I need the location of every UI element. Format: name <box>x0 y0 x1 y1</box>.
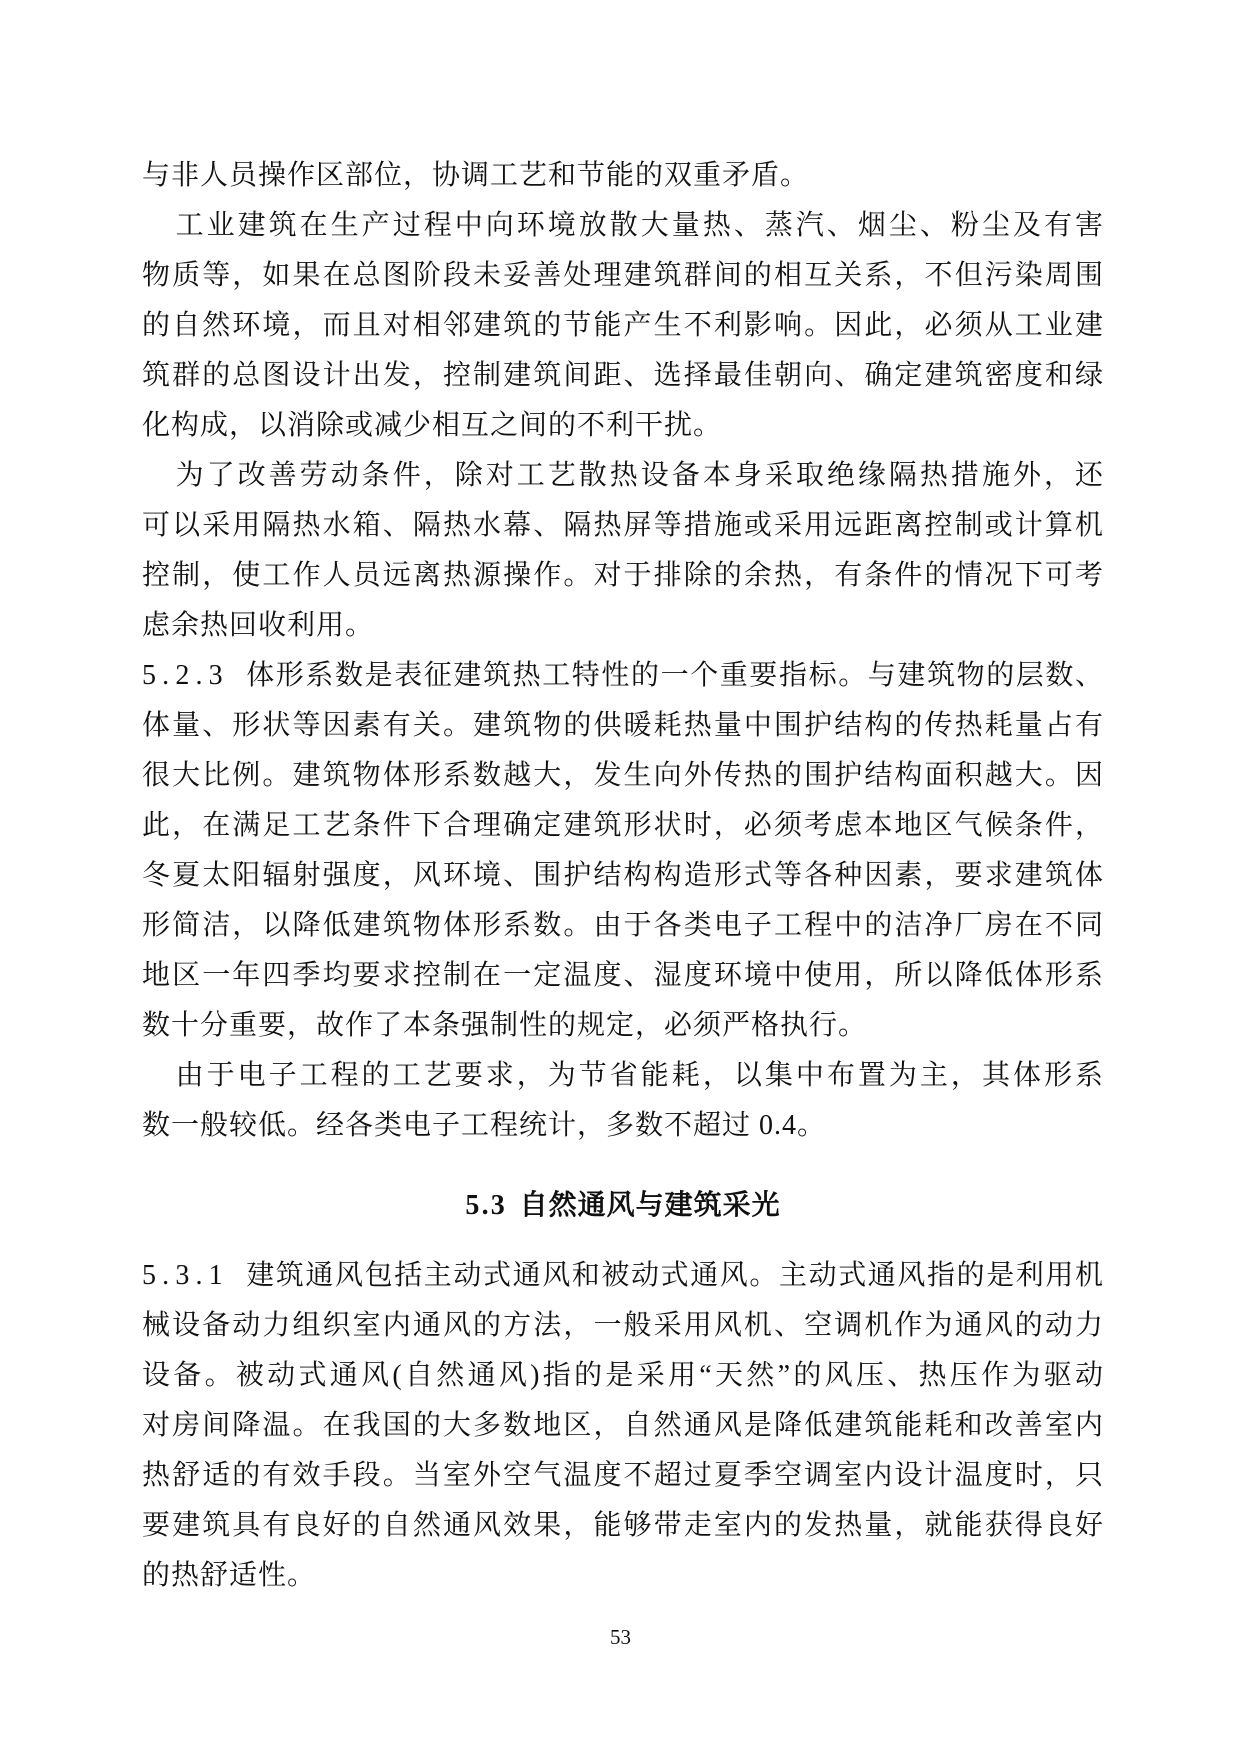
line-text: 化构成，以消除或减少相互之间的不利干扰。 <box>142 410 723 441</box>
clause-number: 5.2.3 <box>142 660 229 691</box>
text-line <box>142 301 1104 351</box>
text-line <box>142 1401 1104 1451</box>
line-text: 热舒适的有效手段。当室外空气温度不超过夏季空调室内设计温度时，只 <box>142 1460 1104 1491</box>
text-line <box>142 1351 1104 1401</box>
line-text: 虑余热回收利用。 <box>142 610 375 641</box>
line-text: 数十分重要，故作了本条强制性的规定，必须严格执行。 <box>142 1010 868 1041</box>
text-line <box>142 401 1104 451</box>
line-text: 控制，使工作人员远离热源操作。对于排除的余热，有条件的情况下可考 <box>142 560 1104 591</box>
line-text: 冬夏太阳辐射强度，风环境、围护结构构造形式等各种因素，要求建筑体 <box>142 860 1104 891</box>
page-number: 53 <box>610 1625 631 1649</box>
line-text: 与非人员操作区部位，协调工艺和节能的双重矛盾。 <box>142 160 810 191</box>
line-text: 为了改善劳动条件，除对工艺散热设备本身采取绝缘隔热措施外，还 <box>175 460 1104 491</box>
text-line <box>142 601 1104 651</box>
text-line <box>142 901 1104 951</box>
text-line <box>142 1101 1104 1151</box>
text-line <box>142 651 1104 701</box>
line-text: 由于电子工程的工艺要求，为节省能耗，以集中布置为主，其体形系 <box>175 1060 1104 1091</box>
line-text: 此，在满足工艺条件下合理确定建筑形状时，必须考虑本地区气候条件， <box>142 810 1104 841</box>
line-text: 体形系数是表征建筑热工特性的一个重要指标。与建筑物的层数、 <box>245 660 1104 691</box>
section-heading <box>142 1181 1104 1231</box>
line-text: 物质等，如果在总图阶段未妥善处理建筑群间的相互关系，不但污染周围 <box>142 260 1104 291</box>
text-block <box>142 151 1104 1601</box>
line-text: 工业建筑在生产过程中向环境放散大量热、蒸汽、烟尘、粉尘及有害 <box>175 210 1104 241</box>
text-line <box>142 951 1104 1001</box>
line-text: 很大比例。建筑物体形系数越大，发生向外传热的围护结构面积越大。因 <box>142 760 1104 791</box>
line-text: 建筑通风包括主动式通风和被动式通风。主动式通风指的是利用机 <box>245 1260 1104 1291</box>
text-line <box>142 201 1104 251</box>
text-line <box>142 251 1104 301</box>
clause-number: 5.3.1 <box>142 1260 229 1291</box>
line-text: 数一般较低。经各类电子工程统计，多数不超过 0.4。 <box>142 1110 827 1141</box>
text-line <box>142 151 1104 201</box>
text-line <box>142 801 1104 851</box>
text-line <box>142 1251 1104 1301</box>
text-line <box>142 751 1104 801</box>
text-line <box>142 701 1104 751</box>
line-text: 要建筑具有良好的自然通风效果，能够带走室内的发热量，就能获得良好 <box>142 1510 1104 1541</box>
text-line <box>142 851 1104 901</box>
text-line <box>142 1451 1104 1501</box>
line-text: 体量、形状等因素有关。建筑物的供暖耗热量中围护结构的传热耗量占有 <box>142 710 1104 741</box>
line-text: 形简洁，以降低建筑物体形系数。由于各类电子工程中的洁净厂房在不同 <box>142 910 1104 941</box>
line-text: 械设备动力组织室内通风的方法，一般采用风机、空调机作为通风的动力 <box>142 1310 1104 1341</box>
text-line <box>142 1501 1104 1551</box>
clause-number: 5.3 <box>465 1190 508 1221</box>
line-text: 的热舒适性。 <box>142 1560 317 1591</box>
line-text: 对房间降温。在我国的大多数地区，自然通风是降低建筑能耗和改善室内 <box>142 1410 1104 1441</box>
line-text: 自然通风与建筑采光 <box>519 1190 781 1221</box>
text-line <box>142 1001 1104 1051</box>
line-text: 的自然环境，而且对相邻建筑的节能产生不利影响。因此，必须从工业建 <box>142 310 1104 341</box>
line-text: 地区一年四季均要求控制在一定温度、湿度环境中使用，所以降低体形系 <box>142 960 1104 991</box>
text-line <box>142 1301 1104 1351</box>
text-line <box>142 351 1104 401</box>
text-line <box>142 1051 1104 1101</box>
text-line <box>142 551 1104 601</box>
line-text: 可以采用隔热水箱、隔热水幕、隔热屏等措施或采用远距离控制或计算机 <box>142 510 1104 541</box>
text-line <box>142 501 1104 551</box>
text-line <box>142 451 1104 501</box>
line-text: 筑群的总图设计出发，控制建筑间距、选择最佳朝向、确定建筑密度和绿 <box>142 360 1104 391</box>
line-text: 设备。被动式通风(自然通风)指的是采用“天然”的风压、热压作为驱动 <box>142 1360 1104 1391</box>
text-line <box>142 1551 1104 1601</box>
